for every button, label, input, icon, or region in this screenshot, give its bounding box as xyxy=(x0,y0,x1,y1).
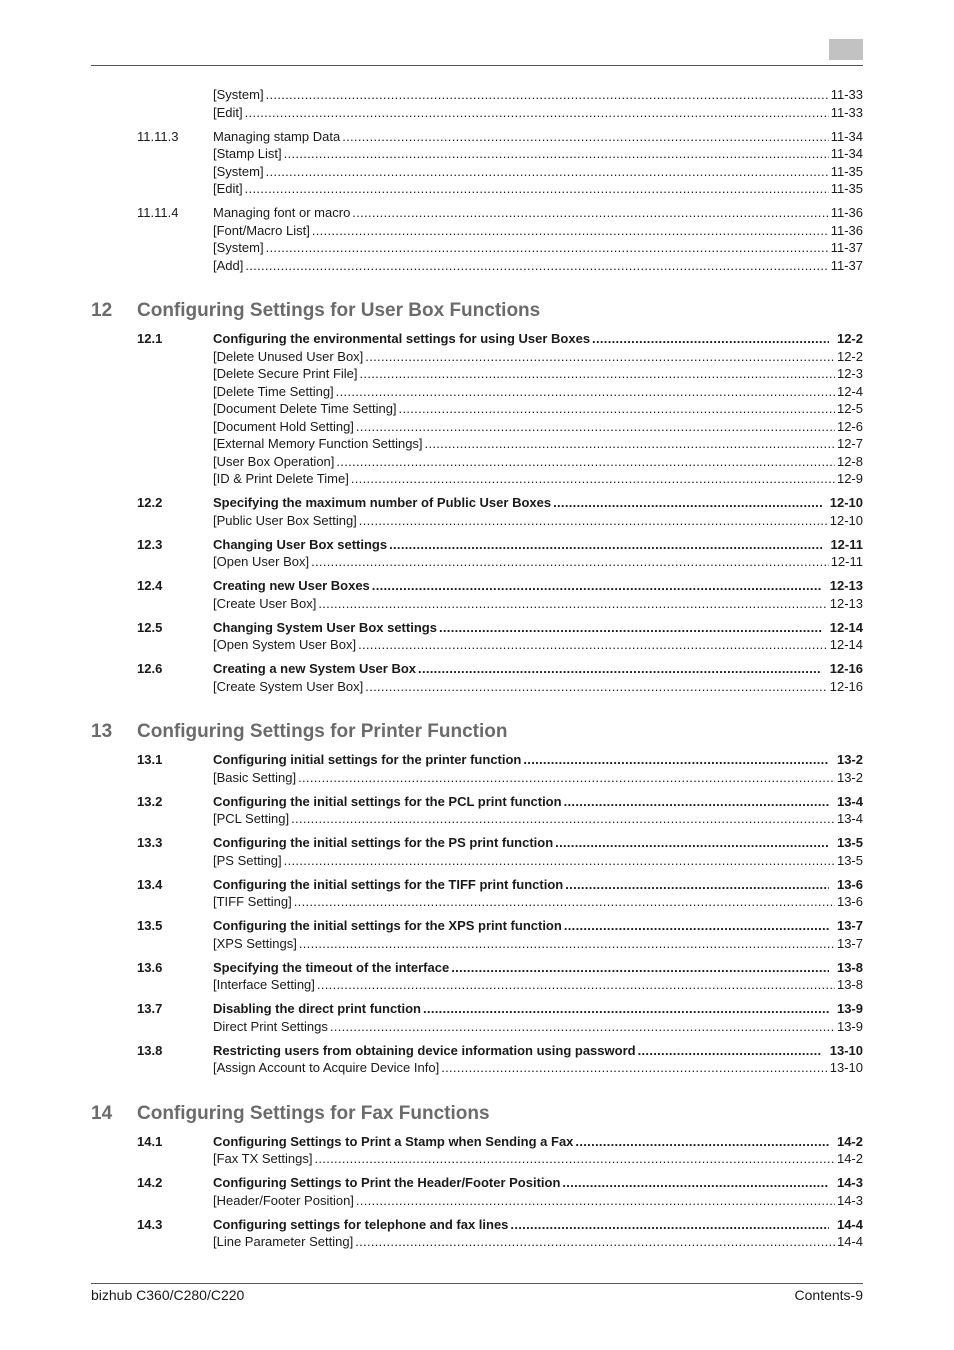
toc-dot-leader xyxy=(284,852,835,870)
toc-dot-leader xyxy=(565,876,829,894)
chapter-heading[interactable] xyxy=(0,717,954,747)
toc-entry-title: Specifying the timeout of the interface xyxy=(213,959,450,975)
toc-dot-leader xyxy=(342,128,829,146)
toc-dot-leader xyxy=(360,365,835,383)
footer-rule xyxy=(91,1283,863,1284)
toc-entry-title: [Create User Box] xyxy=(213,595,317,611)
footer-page-number: Contents-9 xyxy=(794,1287,863,1303)
toc-entry-title: [PCL Setting] xyxy=(213,811,290,826)
toc-entry-line xyxy=(213,180,863,198)
toc-entry[interactable] xyxy=(0,660,954,678)
toc-entry-line xyxy=(213,435,863,453)
toc-entry-title: [Create System User Box] xyxy=(213,678,364,694)
toc-entry-line xyxy=(213,494,863,512)
toc-page-number: 12-7 xyxy=(836,436,863,451)
toc-entry[interactable] xyxy=(0,1059,954,1077)
toc-entry[interactable] xyxy=(0,1133,954,1151)
toc-entry[interactable] xyxy=(0,180,954,198)
toc-entry[interactable] xyxy=(0,383,954,401)
toc-page-number: 13-10 xyxy=(829,1042,863,1058)
toc-entry[interactable] xyxy=(0,678,954,696)
toc-entry-title: [External Memory Function Settings] xyxy=(213,436,423,451)
toc-entry[interactable] xyxy=(0,577,954,595)
toc-entry-title: [Add] xyxy=(213,257,244,273)
toc-entry[interactable] xyxy=(0,1216,954,1234)
toc-dot-leader xyxy=(312,222,829,240)
toc-page-number: 12-2 xyxy=(836,348,863,364)
toc-entry-line xyxy=(213,453,863,471)
toc-entry-line xyxy=(213,128,863,146)
toc-entry-line xyxy=(213,1233,863,1251)
toc-entry[interactable] xyxy=(0,145,954,163)
toc-page-number: 13-6 xyxy=(836,876,863,892)
toc-entry-title: [ID & Print Delete Time] xyxy=(213,471,349,486)
toc-page-number: 12-8 xyxy=(836,453,863,469)
toc-entry[interactable] xyxy=(0,365,954,383)
toc-entry-title: [Assign Account to Acquire Device Info] xyxy=(213,1060,440,1075)
toc-dot-leader xyxy=(266,86,829,104)
toc-entry-line xyxy=(213,834,863,852)
toc-page-number: 12-14 xyxy=(829,637,863,652)
toc-entry-line xyxy=(213,418,863,436)
toc-dot-leader xyxy=(284,145,829,163)
toc-entry[interactable] xyxy=(0,435,954,453)
toc-entry-line xyxy=(213,959,863,977)
toc-entry-line xyxy=(213,1059,863,1077)
toc-entry[interactable] xyxy=(0,1018,954,1036)
toc-entry-line xyxy=(213,1042,863,1060)
toc-dot-leader xyxy=(564,793,829,811)
toc-dot-leader xyxy=(389,536,822,554)
toc-page-number: 13-2 xyxy=(836,769,863,785)
toc-dot-leader xyxy=(564,917,829,935)
toc-entry[interactable] xyxy=(0,86,954,104)
toc-entry-line xyxy=(213,852,863,870)
toc-entry[interactable] xyxy=(0,810,954,828)
toc-entry-line xyxy=(213,257,863,275)
toc-entry-line xyxy=(213,793,863,811)
toc-page-number: 11-33 xyxy=(830,87,863,102)
toc-entry-title: Managing font or macro xyxy=(213,205,351,220)
toc-dot-leader xyxy=(356,418,835,436)
toc-entry-title: [Edit] xyxy=(213,104,243,120)
toc-entry-title: Disabling the direct print function xyxy=(213,1001,421,1016)
toc-page-number: 13-7 xyxy=(836,935,863,951)
toc-page-number: 13-5 xyxy=(836,852,863,868)
chapter-number: 14 xyxy=(91,1102,113,1124)
toc-dot-leader xyxy=(245,104,829,122)
toc-dot-leader xyxy=(358,636,828,654)
toc-section-number: 12.5 xyxy=(137,619,163,635)
toc-page-number: 11-36 xyxy=(830,222,863,238)
toc-entry-title: [Open User Box] xyxy=(213,554,310,569)
toc-entry[interactable] xyxy=(0,418,954,436)
toc-dot-leader xyxy=(418,660,822,678)
toc-page-number: 11-36 xyxy=(830,205,863,220)
toc-dot-leader xyxy=(314,1150,835,1168)
toc-entry[interactable] xyxy=(0,128,954,146)
toc-entry[interactable] xyxy=(0,400,954,418)
toc-entry-title: [System] xyxy=(213,87,264,102)
toc-entry-title: Specifying the maximum number of Public User Boxes xyxy=(213,495,552,510)
toc-entry-line xyxy=(213,86,863,104)
toc-dot-leader xyxy=(523,751,829,769)
toc-entry-title: [Document Delete Time Setting] xyxy=(213,401,397,416)
toc-page-number: 12-6 xyxy=(836,418,863,434)
toc-entry[interactable] xyxy=(0,222,954,240)
toc-entry-title: Creating a new System User Box xyxy=(213,661,417,676)
toc-entry[interactable] xyxy=(0,619,954,637)
toc-entry-line xyxy=(213,104,863,122)
toc-entry-title: [Font/Macro List] xyxy=(213,222,310,238)
toc-entry[interactable] xyxy=(0,917,954,935)
toc-entry-line xyxy=(213,810,863,828)
toc-dot-leader xyxy=(245,257,828,275)
toc-entry[interactable] xyxy=(0,1042,954,1060)
toc-entry-line xyxy=(213,348,863,366)
toc-dot-leader xyxy=(299,935,835,953)
toc-page-number: 14-3 xyxy=(836,1175,863,1190)
toc-section-number: 12.2 xyxy=(137,495,163,510)
toc-dot-leader xyxy=(311,553,829,571)
chapter-title: Configuring Settings for Printer Function xyxy=(137,721,508,742)
toc-entry-line xyxy=(213,1192,863,1210)
toc-entry-title: Configuring the environmental settings for using User Boxes xyxy=(213,331,591,346)
toc-entry-title: [Interface Setting] xyxy=(213,977,315,992)
toc-entry-title: [Edit] xyxy=(213,181,243,196)
toc-dot-leader xyxy=(355,1233,835,1251)
toc-page-number: 13-5 xyxy=(836,835,863,850)
toc-entry[interactable] xyxy=(0,1000,954,1018)
toc-page-number: 11-33 xyxy=(830,104,863,120)
toc-dot-leader xyxy=(441,1059,828,1077)
toc-entry[interactable] xyxy=(0,512,954,530)
toc-dot-leader xyxy=(399,400,835,418)
toc-entry[interactable] xyxy=(0,330,954,348)
toc-entry-title: [Public User Box Setting] xyxy=(213,512,357,528)
toc-entry-line xyxy=(213,917,863,935)
toc-page-number: 12-14 xyxy=(829,619,863,635)
toc-page-number: 13-9 xyxy=(836,1018,863,1034)
chapter-heading[interactable] xyxy=(0,1099,954,1129)
toc-entry[interactable] xyxy=(0,163,954,181)
toc-dot-leader xyxy=(451,959,829,977)
toc-page-number: 12-5 xyxy=(836,401,863,416)
toc-entry[interactable] xyxy=(0,1192,954,1210)
toc-entry[interactable] xyxy=(0,834,954,852)
toc-entry[interactable] xyxy=(0,636,954,654)
toc-entry-title: [TIFF Setting] xyxy=(213,894,292,909)
toc-entry-title: Direct Print Settings xyxy=(213,1018,328,1034)
toc-entry-title: Configuring initial settings for the printer function xyxy=(213,752,522,767)
toc-entry[interactable] xyxy=(0,793,954,811)
toc-entry[interactable] xyxy=(0,959,954,977)
toc-page-number: 12-4 xyxy=(836,383,863,399)
toc-entry[interactable] xyxy=(0,976,954,994)
toc-entry-line xyxy=(213,330,863,348)
toc-entry-title: Configuring the initial settings for the PCL print function xyxy=(213,793,562,809)
toc-section-number: 13.2 xyxy=(137,793,163,809)
toc-dot-leader xyxy=(317,976,835,994)
toc-entry[interactable] xyxy=(0,239,954,257)
toc-entry-title: [Delete Secure Print File] xyxy=(213,366,358,381)
toc-entry-line xyxy=(213,512,863,530)
toc-entry-line xyxy=(213,400,863,418)
toc-section-number: 12.3 xyxy=(137,536,163,552)
toc-dot-leader xyxy=(266,239,829,257)
toc-entry-title: Configuring Settings to Print the Header/Footer Position xyxy=(213,1175,561,1190)
toc-entry-line xyxy=(213,239,863,257)
toc-section-number: 14.2 xyxy=(137,1175,163,1190)
toc-page-number: 14-4 xyxy=(836,1234,863,1249)
toc-section-number: 13.6 xyxy=(137,959,163,975)
toc-entry[interactable] xyxy=(0,1174,954,1192)
toc-page-number: 14-4 xyxy=(836,1216,863,1232)
toc-dot-leader xyxy=(562,1174,829,1192)
toc-dot-leader xyxy=(365,678,827,696)
toc-entry-line xyxy=(213,1150,863,1168)
toc-page-number: 12-11 xyxy=(830,554,863,569)
toc-dot-leader xyxy=(266,163,829,181)
toc-page-number: 11-37 xyxy=(830,240,863,255)
toc-entry-title: [PS Setting] xyxy=(213,852,282,868)
toc-dot-leader xyxy=(365,348,835,366)
header-rule xyxy=(91,65,863,66)
toc-entry-line xyxy=(213,976,863,994)
toc-section-number: 13.3 xyxy=(137,835,163,850)
toc-entry-line xyxy=(213,636,863,654)
toc-page-number: 11-34 xyxy=(830,128,863,144)
toc-entry-line xyxy=(213,660,863,678)
chapter-tab-marker xyxy=(829,39,863,60)
toc-page-number: 13-8 xyxy=(836,977,863,992)
toc-section-number: 12.1 xyxy=(137,331,163,346)
toc-page-number: 13-4 xyxy=(836,811,863,826)
chapter-title: Configuring Settings for Fax Functions xyxy=(137,1102,490,1124)
toc-dot-leader xyxy=(555,834,829,852)
toc-page-number: 14-2 xyxy=(836,1133,863,1149)
toc-entry[interactable] xyxy=(0,453,954,471)
toc-dot-leader xyxy=(638,1042,822,1060)
toc-page-number: 11-35 xyxy=(830,181,863,196)
toc-section-number: 12.6 xyxy=(137,661,163,676)
toc-section-number: 11.11.4 xyxy=(137,205,179,220)
toc-page-number: 13-8 xyxy=(836,959,863,975)
toc-entry-line xyxy=(213,222,863,240)
toc-entry-line xyxy=(213,553,863,571)
toc-entry-line xyxy=(213,163,863,181)
toc-section-number: 14.3 xyxy=(137,1216,163,1232)
toc-dot-leader xyxy=(336,383,835,401)
toc-page-number: 12-16 xyxy=(829,678,863,694)
toc-entry[interactable] xyxy=(0,553,954,571)
toc-section-number: 13.7 xyxy=(137,1001,163,1016)
toc-dot-leader xyxy=(351,470,835,488)
toc-entry-line xyxy=(213,1018,863,1036)
toc-dot-leader xyxy=(294,893,835,911)
toc-entry-title: [XPS Settings] xyxy=(213,935,297,951)
toc-entry-title: Configuring the initial settings for the TIFF print function xyxy=(213,876,564,892)
toc-entry-line xyxy=(213,893,863,911)
toc-entry[interactable] xyxy=(0,769,954,787)
toc-entry-title: [Open System User Box] xyxy=(213,637,357,652)
toc-entry-line xyxy=(213,678,863,696)
toc-entry-title: Configuring settings for telephone and fax lines xyxy=(213,1216,509,1232)
toc-dot-leader xyxy=(423,1000,829,1018)
toc-section-number: 13.4 xyxy=(137,876,163,892)
toc-entry-line xyxy=(213,204,863,222)
toc-dot-leader xyxy=(356,1192,835,1210)
toc-page-number: 12-11 xyxy=(830,536,863,552)
toc-page-number: 12-9 xyxy=(836,471,863,486)
toc-section-number: 13.1 xyxy=(137,752,163,767)
toc-section-number: 13.5 xyxy=(137,918,163,933)
toc-entry-title: Configuring the initial settings for the PS print function xyxy=(213,835,554,850)
toc-entry-title: Changing System User Box settings xyxy=(213,619,437,635)
toc-entry-line xyxy=(213,751,863,769)
toc-dot-leader xyxy=(553,494,822,512)
toc-entry-title: Creating new User Boxes xyxy=(213,578,370,593)
chapter-heading[interactable] xyxy=(0,296,954,326)
toc-entry[interactable] xyxy=(0,876,954,894)
toc-entry[interactable] xyxy=(0,348,954,366)
toc-entry-title: [Fax TX Settings] xyxy=(213,1151,313,1166)
toc-dot-leader xyxy=(245,180,829,198)
toc-dot-leader xyxy=(330,1018,835,1036)
toc-entry[interactable] xyxy=(0,1233,954,1251)
toc-entry-line xyxy=(213,1000,863,1018)
toc-page-number: 13-7 xyxy=(836,918,863,933)
toc-page-number: 12-10 xyxy=(829,512,863,528)
toc-entry-title: [Delete Time Setting] xyxy=(213,383,334,399)
toc-page-number: 13-4 xyxy=(836,793,863,809)
chapter-title: Configuring Settings for User Box Functions xyxy=(137,300,541,321)
toc-entry[interactable] xyxy=(0,470,954,488)
toc-entry[interactable] xyxy=(0,893,954,911)
toc-entry[interactable] xyxy=(0,852,954,870)
toc-entry-line xyxy=(213,876,863,894)
toc-dot-leader xyxy=(510,1216,829,1234)
toc-entry-line xyxy=(213,536,863,554)
table-of-contents xyxy=(0,86,954,1251)
chapter-number: 12 xyxy=(91,300,113,321)
toc-entry-title: Managing stamp Data xyxy=(213,128,341,144)
toc-page-number: 11-35 xyxy=(830,163,863,179)
toc-dot-leader xyxy=(336,453,835,471)
toc-entry-title: Configuring the initial settings for the XPS print function xyxy=(213,918,562,933)
toc-entry-title: Changing User Box settings xyxy=(213,536,388,552)
toc-dot-leader xyxy=(318,595,827,613)
toc-entry-title: [Document Hold Setting] xyxy=(213,418,354,434)
toc-entry-line xyxy=(213,577,863,595)
toc-dot-leader xyxy=(439,619,822,637)
toc-entry-line xyxy=(213,365,863,383)
toc-entry-title: [Stamp List] xyxy=(213,146,282,161)
footer-model-name: bizhub C360/C280/C220 xyxy=(91,1287,245,1303)
toc-section-number: 11.11.3 xyxy=(137,128,179,144)
toc-page-number: 12-3 xyxy=(836,366,863,381)
toc-section-number: 14.1 xyxy=(137,1133,163,1149)
chapter-number: 13 xyxy=(91,721,113,742)
toc-page-number: 13-6 xyxy=(836,894,863,909)
toc-entry-line xyxy=(213,1174,863,1192)
toc-page-number: 13-10 xyxy=(829,1060,863,1075)
toc-dot-leader xyxy=(592,330,829,348)
toc-entry-line xyxy=(213,769,863,787)
toc-page-number: 13-9 xyxy=(836,1001,863,1016)
toc-entry[interactable] xyxy=(0,1150,954,1168)
toc-entry-title: [System] xyxy=(213,240,264,255)
toc-dot-leader xyxy=(359,512,828,530)
toc-dot-leader xyxy=(291,810,835,828)
toc-entry-line xyxy=(213,470,863,488)
toc-entry[interactable] xyxy=(0,104,954,122)
toc-entry-title: Configuring Settings to Print a Stamp when Sending a Fax xyxy=(213,1133,574,1149)
toc-entry-title: [Line Parameter Setting] xyxy=(213,1234,354,1249)
toc-entry[interactable] xyxy=(0,494,954,512)
toc-dot-leader xyxy=(425,435,835,453)
toc-entry-line xyxy=(213,383,863,401)
toc-entry-title: Restricting users from obtaining device information using password xyxy=(213,1042,636,1058)
toc-entry[interactable] xyxy=(0,536,954,554)
toc-page-number: 14-2 xyxy=(836,1151,863,1166)
toc-page-number: 13-2 xyxy=(836,752,863,767)
toc-entry-line xyxy=(213,1216,863,1234)
toc-page-number: 12-13 xyxy=(829,595,863,611)
toc-page-number: 12-2 xyxy=(836,331,863,346)
toc-entry-line xyxy=(213,619,863,637)
toc-entry-title: [Basic Setting] xyxy=(213,769,297,785)
toc-entry-title: [Delete Unused User Box] xyxy=(213,348,364,364)
toc-dot-leader xyxy=(352,204,828,222)
toc-entry[interactable] xyxy=(0,935,954,953)
toc-entry-title: [System] xyxy=(213,163,264,179)
toc-section-number: 12.4 xyxy=(137,578,163,593)
toc-entry-line xyxy=(213,935,863,953)
toc-entry-line xyxy=(213,595,863,613)
toc-entry-title: [Header/Footer Position] xyxy=(213,1192,354,1208)
toc-entry[interactable] xyxy=(0,751,954,769)
toc-entry-line xyxy=(213,145,863,163)
toc-dot-leader xyxy=(575,1133,829,1151)
toc-entry[interactable] xyxy=(0,204,954,222)
toc-page-number: 12-13 xyxy=(829,578,863,593)
toc-page-number: 11-37 xyxy=(830,257,863,273)
toc-page-number: 12-10 xyxy=(829,495,863,510)
toc-dot-leader xyxy=(372,577,822,595)
toc-entry-line xyxy=(213,1133,863,1151)
toc-dot-leader xyxy=(298,769,835,787)
toc-page-number: 12-16 xyxy=(829,661,863,676)
toc-page-number: 11-34 xyxy=(830,146,863,161)
toc-entry[interactable] xyxy=(0,595,954,613)
toc-section-number: 13.8 xyxy=(137,1042,163,1058)
toc-page-number: 14-3 xyxy=(836,1192,863,1208)
toc-entry[interactable] xyxy=(0,257,954,275)
toc-entry-title: [User Box Operation] xyxy=(213,453,335,469)
